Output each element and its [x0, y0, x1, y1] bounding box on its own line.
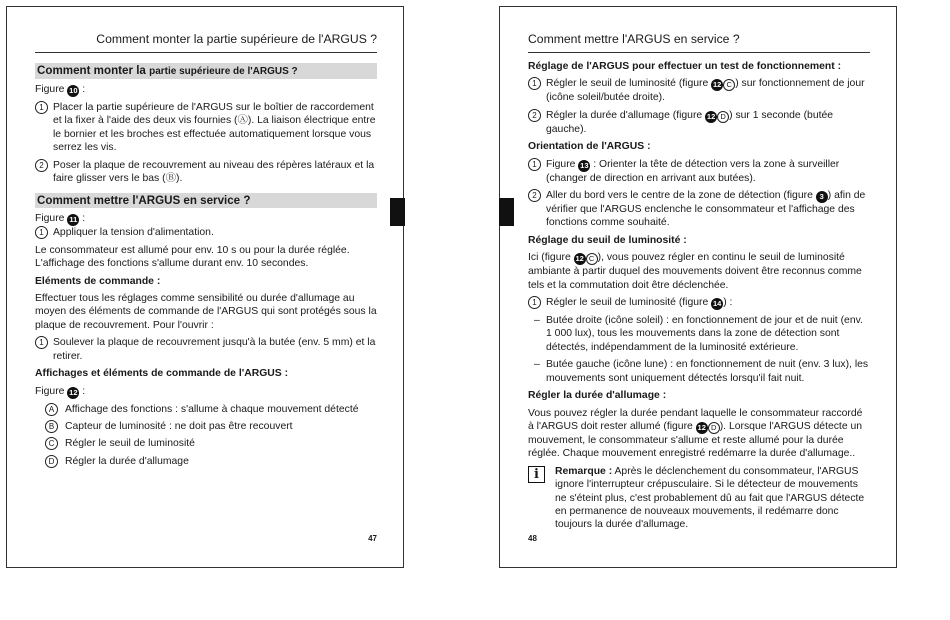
- figure-colon: :: [82, 84, 86, 95]
- step-item: [528, 109, 870, 136]
- subheading: Eléments de commande :: [35, 275, 161, 287]
- step-number-icon: 2: [528, 109, 541, 122]
- section-heading: Comment mettre l'ARGUS en service ?: [35, 193, 377, 208]
- figure-colon: :: [82, 385, 86, 397]
- dash-bullet: –: [534, 315, 540, 327]
- body-paragraph: [528, 251, 870, 292]
- section-heading-main: Comment monter la: [37, 64, 146, 77]
- paragraph-text-post: ), vous pouvez régler en continu le seuil de luminosité ambiante à partir duquel des mouvements doivent être reconnus comme tels et la commutation doit être déclenchée.: [528, 252, 862, 291]
- figure-ref: [35, 83, 377, 97]
- step-text-pre: Régler le seuil de luminosité (figure: [546, 78, 712, 90]
- note-box: [528, 465, 870, 532]
- left-page-content: [35, 63, 377, 472]
- step-number-icon: 1: [528, 296, 541, 309]
- step-number-icon: 2: [35, 159, 48, 172]
- step-text: Placer la partie supérieure de l'ARGUS sur le boîtier de raccordement et la fixer à l'aide des deux vis fournies (Ⓐ). La liaison électrique entre le bornier et les broches est effectuée automatiquement lorsque vous serrez les vis.: [53, 102, 376, 154]
- step-number-icon: 1: [528, 77, 541, 90]
- right-page: [499, 6, 897, 568]
- step-item: [528, 296, 870, 310]
- step-item: [35, 101, 377, 155]
- step-number-icon: 1: [35, 101, 48, 114]
- step-item: [528, 189, 870, 230]
- figure-label: Figure: [35, 84, 65, 95]
- step-text-post: ) :: [723, 297, 733, 309]
- figure-number-badge: 11: [67, 214, 79, 226]
- subheading: Orientation de l'ARGUS :: [528, 141, 651, 153]
- figure-label: Figure: [35, 385, 65, 397]
- paragraph-text-pre: Ici (figure: [528, 252, 574, 264]
- figure-number-badge: 12: [575, 254, 584, 264]
- paragraph-text-post: ). Lorsque l'ARGUS détecte un mouvement, le consommateur s'allume et reste allumé pour la durée réglée. Chaque mouvement enregistré redémarre la durée d'allumage..: [528, 420, 863, 460]
- body-paragraph: Le consommateur est allumé pour env. 10 s ou pour la durée réglée. L'affichage des fonctions s'allume durant env. 10 secondes.: [35, 244, 350, 270]
- step-number-icon: 1: [528, 158, 541, 171]
- step-item: [35, 226, 377, 239]
- callout-letter-icon: C: [586, 253, 598, 265]
- legend-letter-icon: C: [45, 437, 58, 450]
- figure-number-badge: 12: [69, 387, 78, 397]
- page-number: 47: [368, 533, 377, 543]
- note-text: Après le déclenchement du consommateur, l'ARGUS ignore l'interrupteur crépusculaire. Si le détecteur de mouvements ne s'éteint plus, c'est probablement dû au fait que l'ARGUS détecte en permanence de nouveaux mouvements, il redémarre donc toujours la durée d'allumage.: [555, 465, 865, 531]
- legend-letter-icon: B: [45, 420, 58, 433]
- step-text-pre: Régler le seuil de luminosité (figure: [546, 297, 712, 309]
- callout-letter-icon: D: [708, 422, 720, 434]
- step-text-pre: Aller du bord vers le centre de la zone de détection (figure: [546, 190, 816, 202]
- step-text-post: ) afin de vérifier que l'ARGUS enclenche le consommateur et l'affichage des fonctions comme souhaité.: [546, 190, 866, 229]
- body-paragraph: [528, 407, 870, 461]
- dash-bullet: –: [534, 359, 540, 371]
- figure-number-badge: 13: [580, 160, 589, 170]
- step-text: Appliquer la tension d'alimentation.: [53, 227, 214, 239]
- figure-number-badge: 12: [706, 111, 716, 121]
- legend-item: [35, 437, 377, 450]
- section-heading: [35, 63, 377, 79]
- figure-number-badge: 12: [697, 422, 706, 432]
- legend-letter-icon: A: [45, 403, 58, 416]
- page-number: 48: [528, 533, 537, 543]
- step-number-icon: 1: [35, 226, 48, 239]
- right-page-content: [528, 60, 870, 532]
- callout-letter-icon: D: [717, 111, 729, 123]
- step-text-post: ) sur fonctionnement de jour (icône soleil/butée droite).: [546, 78, 865, 104]
- header-rule: [35, 52, 377, 53]
- step-text: Poser la plaque de recouvrement au niveau des répères latéraux et la faire glisser vers le bas (Ⓑ).: [53, 159, 375, 185]
- figure-number-badge: 14: [713, 299, 722, 309]
- dash-text: Butée droite (icône soleil) : en fonctionnement de jour et de nuit (env. 1 000 lux), tous les mouvements dans la zone de détection sont détectés, indépendamment de la luminosité extérieure.: [546, 315, 863, 353]
- figure-ref: [35, 212, 377, 226]
- dash-text: Butée gauche (icône lune) : en fonctionnement de nuit (env. 3 lux), les mouvements sont uniquement détectés lorsqu'il fait nuit.: [546, 359, 869, 384]
- legend-item: [35, 420, 377, 433]
- step-text-post: : Orienter la tête de détection vers la zone à surveiller (changer de direction en arrivant aux butées).: [546, 158, 840, 184]
- info-icon: i: [528, 466, 545, 483]
- figure-number-badge: 12: [713, 80, 722, 90]
- step-item: [35, 336, 377, 363]
- legend-text: Régler la durée d'allumage: [65, 455, 189, 467]
- subheading: Régler la durée d'allumage :: [528, 390, 667, 402]
- figure-colon: :: [82, 213, 86, 225]
- legend-text: Affichage des fonctions : s'allume à chaque mouvement détecté: [65, 403, 359, 415]
- legend-item: [35, 403, 377, 416]
- dash-item: [528, 314, 870, 354]
- step-item: [528, 158, 870, 185]
- section-heading-small: partie supérieure de l'ARGUS ?: [149, 66, 298, 77]
- subheading: Réglage du seuil de luminosité :: [528, 234, 687, 246]
- step-text: Soulever la plaque de recouvrement jusqu'à la butée (env. 5 mm) et la retirer.: [53, 337, 376, 362]
- step-text-pre: Régler la durée d'allumage (figure: [546, 109, 706, 121]
- subheading: Réglage de l'ARGUS pour effectuer un test de fonctionnement :: [528, 61, 842, 72]
- running-head: Comment mettre l'ARGUS en service ?: [528, 32, 740, 46]
- legend-letter-icon: D: [45, 455, 58, 468]
- dash-item: [528, 358, 870, 385]
- figure-number-badge: 10: [69, 86, 78, 95]
- figure-number-badge: 3: [816, 191, 828, 203]
- figure-label: Figure: [35, 213, 65, 225]
- left-page: [6, 6, 404, 568]
- step-number-icon: 1: [35, 336, 48, 349]
- header-rule: [528, 52, 870, 53]
- thumb-index-tab: [390, 198, 405, 226]
- subheading: Affichages et éléments de commande de l'ARGUS :: [35, 368, 289, 380]
- note-label: Remarque :: [555, 465, 613, 477]
- legend-text: Régler le seuil de luminosité: [65, 438, 195, 450]
- legend-text: Capteur de luminosité : ne doit pas être recouvert: [65, 420, 293, 432]
- step-item: [528, 77, 870, 104]
- callout-letter-icon: C: [723, 79, 735, 91]
- step-number-icon: 2: [528, 189, 541, 202]
- paragraph-text-pre: Vous pouvez régler la durée pendant laquelle le consommateur raccordé à l'ARGUS doit rester allumé (figure: [528, 407, 863, 432]
- step-text-post: ) sur 1 seconde (butée gauche).: [546, 109, 834, 135]
- body-paragraph: Effectuer tous les réglages comme sensibilité ou durée d'allumage au moyen des éléments de commande de l'ARGUS qui sont protégés sous la plaque de recouvrement. Pour l'ouvrir :: [35, 293, 377, 331]
- step-text-pre: Figure: [546, 158, 579, 170]
- step-item: [35, 159, 377, 186]
- legend-item: [35, 455, 377, 468]
- thumb-index-tab: [499, 198, 514, 226]
- figure-ref: [35, 385, 377, 399]
- running-head: Comment monter la partie supérieure de l'ARGUS ?: [96, 32, 377, 46]
